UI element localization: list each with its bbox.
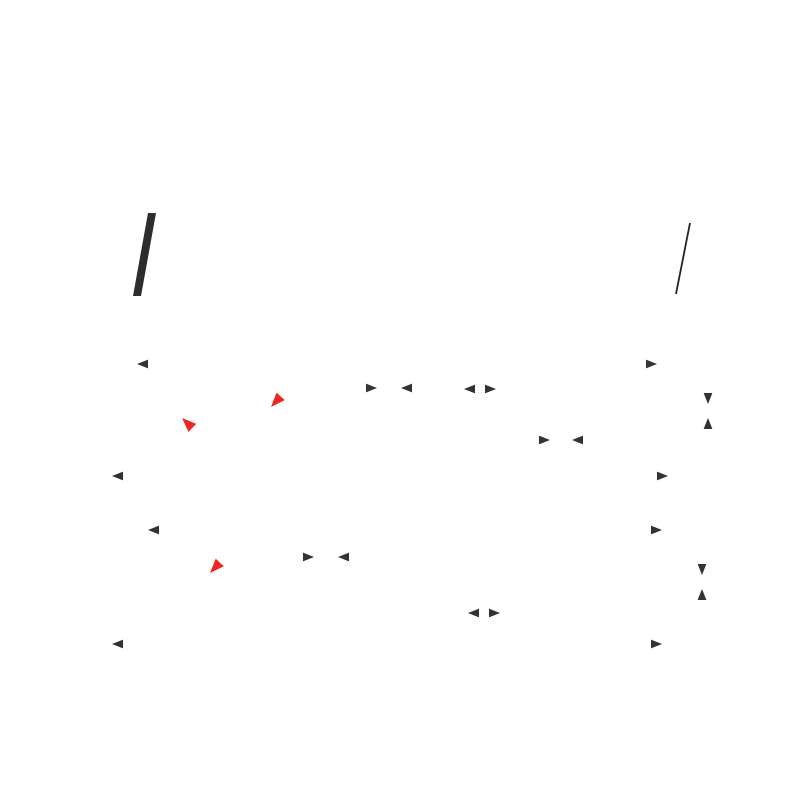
cross-section-face	[112, 357, 729, 483]
dimension-total-width-reverse	[112, 592, 662, 651]
watermark-over-3d-view	[252, 306, 326, 378]
dimension-valley-width-face	[523, 420, 599, 449]
dimension-rib-base-face	[464, 370, 496, 401]
callout-a	[182, 418, 222, 457]
sheet-right-edge	[676, 223, 690, 294]
metal-profile-logo-icon	[252, 306, 326, 378]
sheet-3d-view	[133, 213, 690, 296]
cross-section-reverse	[112, 523, 723, 651]
dimension-total-width-face	[112, 421, 668, 483]
sheet-cut-edge	[133, 213, 156, 296]
callout-r	[210, 536, 245, 573]
dimension-crest-width-face	[350, 378, 428, 401]
callout-b	[271, 367, 310, 408]
dimension-crest-width-reverse	[287, 548, 365, 572]
callout-b-leader-arrow	[271, 386, 290, 407]
callout-a-leader-arrow	[182, 418, 202, 437]
callout-r-leader-arrow	[210, 559, 223, 573]
watermark-over-section	[163, 447, 237, 519]
metal-profile-logo-icon	[163, 447, 237, 519]
dimension-pitch-face	[137, 357, 657, 401]
dimension-rib-base-reverse	[468, 592, 500, 620]
dimension-height-face	[655, 373, 729, 449]
dimension-height-reverse	[655, 545, 723, 619]
